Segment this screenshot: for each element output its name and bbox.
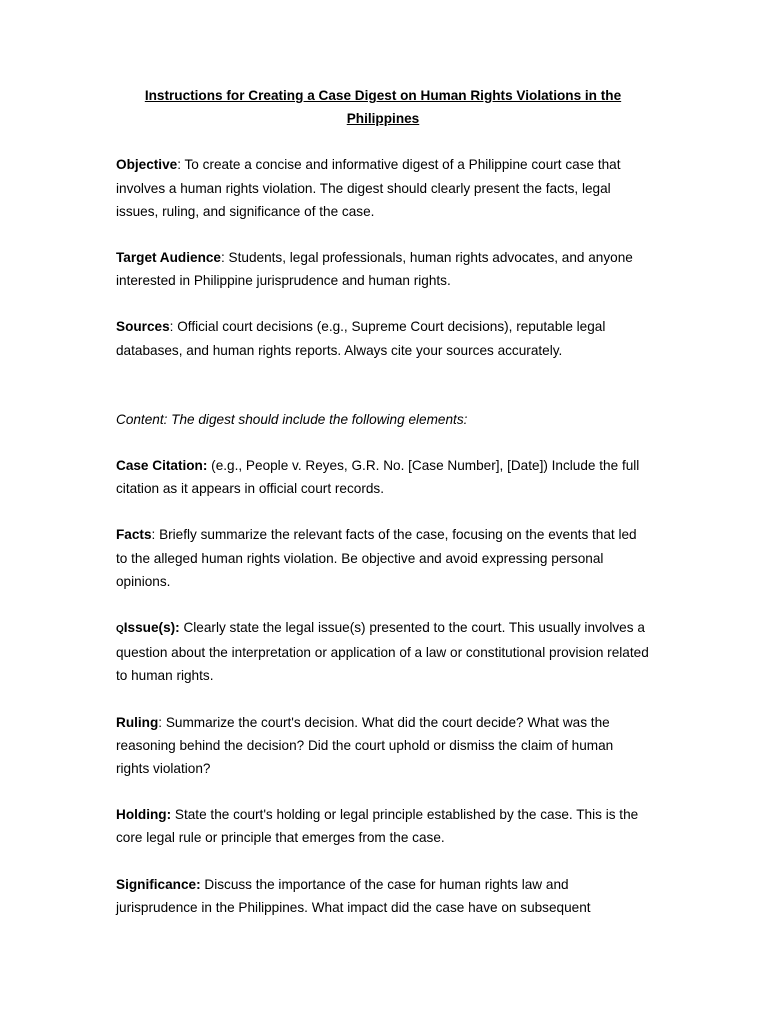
target-audience-label: Target Audience (116, 250, 221, 266)
facts-paragraph (116, 523, 650, 593)
objective-text: : To create a concise and informative digest of a Philippine court case that involves a human rights violation. The digest should clearly present the facts, legal issues, ruling, and significance of the case. (116, 157, 621, 219)
target-audience-paragraph (116, 246, 650, 292)
ruling-text: : Summarize the court's decision. What did the court decide? What was the reasoning behind the decision? Did the court uphold or dismiss the claim of human rights violation? (116, 714, 614, 777)
issues-text: Clearly state the legal issue(s) presented to the court. This usually involves a question about the interpretation or application of a law or constitutional provision related to human rights. (116, 620, 649, 684)
holding-label: Holding: (116, 807, 172, 823)
issues-prefix: Q (116, 624, 124, 636)
document-page (116, 84, 650, 919)
significance-paragraph (116, 873, 650, 919)
sources-paragraph (116, 315, 650, 361)
holding-paragraph (116, 803, 650, 849)
case-citation-text: (e.g., People v. Reyes, G.R. No. [Case Number], [Date]) Include the full citation as it appears in official court records. (116, 458, 640, 497)
target-audience-text: : Students, legal professionals, human rights advocates, and anyone interested in Philippine jurisprudence and human rights. (116, 250, 633, 289)
issues-label: Issue(s): (123, 620, 180, 636)
significance-label: Significance: (116, 876, 201, 892)
facts-label: Facts (116, 527, 152, 543)
issues-paragraph (116, 616, 650, 688)
document-title: Instructions for Creating a Case Digest on Human Rights Violations in the Philippines (144, 88, 622, 127)
case-citation-label: Case Citation: (116, 458, 208, 474)
content-intro (116, 408, 650, 431)
sources-label: Sources (116, 319, 170, 335)
case-citation-paragraph (116, 454, 650, 500)
ruling-paragraph (116, 711, 650, 781)
holding-text: State the court's holding or legal principle established by the case. This is the core legal rule or principle that emerges from the case. (116, 807, 639, 846)
facts-text: : Briefly summarize the relevant facts of the case, focusing on the events that led to the alleged human rights violation. Be objective and avoid expressing personal opinions. (116, 527, 637, 589)
objective-paragraph (116, 153, 650, 223)
sources-text: : Official court decisions (e.g., Supreme Court decisions), reputable legal databases, and human rights reports. Always cite your sources accurately. (116, 319, 606, 358)
content-intro-text: Content: The digest should include the following elements: (116, 411, 468, 427)
objective-label: Objective (116, 157, 178, 173)
significance-text: Discuss the importance of the case for human rights law and jurisprudence in the Philippines. What impact did the case have on subsequent (116, 876, 591, 915)
ruling-label: Ruling (116, 714, 159, 730)
